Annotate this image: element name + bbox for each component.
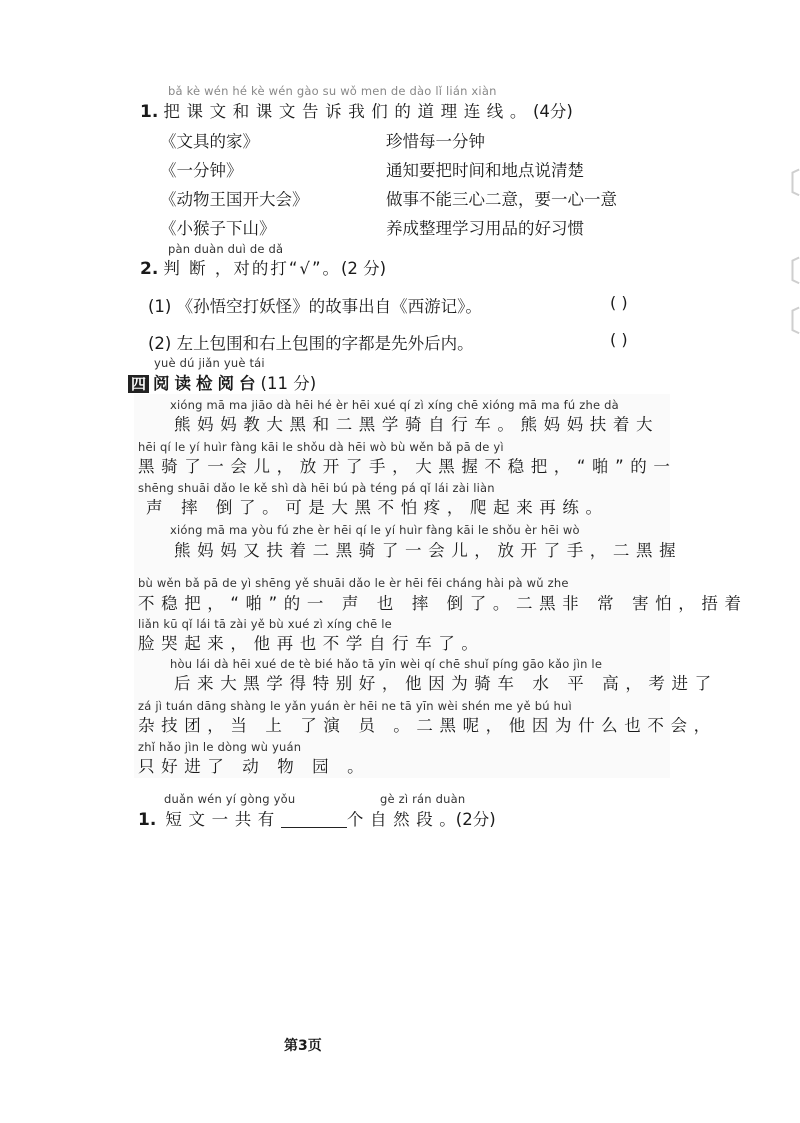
section4-heading (128, 370, 316, 394)
passage-line-4: 熊妈妈又扶着二黑骑了一会儿，放开了手，二黑握 (174, 541, 683, 560)
section4-pinyin: yuè dú jiǎn yuè tái (154, 356, 265, 370)
passage-line-1: 熊妈妈教大黑和二黑学骑自行车。熊妈妈扶着大 (174, 415, 660, 434)
passage-line-5-pinyin: bù wěn bǎ pā de yì shēng yě shuāi dǎo le èr hēi fēi cháng hài pà wǔ zhe (138, 576, 569, 590)
match-right-4[interactable]: 养成整理学习用品的好习惯 (386, 219, 584, 238)
rq1-score: 。(2分) (439, 810, 496, 829)
passage-line-9: 只好进了 动 物 园 。 (138, 757, 371, 776)
match-left-2[interactable]: 《一分钟》 (160, 161, 243, 180)
q2-number: 2. (140, 259, 159, 279)
passage-line-9-pinyin: zhǐ hǎo jìn le dòng wù yuán (138, 740, 302, 754)
page-number: 第3页 (284, 1038, 322, 1054)
passage-line-2-pinyin: hēi qí le yí huìr fàng kāi le shǒu dà hēi wò bù wěn bǎ pā de yì (138, 440, 504, 454)
edge-mark-1: 〔 (772, 167, 800, 200)
q2-heading (140, 255, 386, 279)
q2-item-1 (148, 293, 482, 317)
edge-mark-2: 〔 (772, 255, 800, 288)
section4-number-box: 四 (128, 375, 149, 393)
match-left-1[interactable]: 《文具的家》 (160, 132, 259, 151)
q1-pinyin: bǎ kè wén hé kè wén gào su wǒ men de dào lǐ lián xiàn (168, 84, 497, 98)
q2-item-2-label: (2) (148, 334, 172, 353)
passage-line-7-pinyin: hòu lái dà hēi xué de tè bié hǎo tā yīn wèi qí chē shuǐ píng gāo kǎo jìn le (170, 657, 603, 671)
passage-line-2: 黑骑了一会儿，放开了手，大黑握不稳把，“啪”的一 (138, 457, 677, 476)
q2-score: (2 分) (341, 259, 387, 278)
rq1-heading (138, 806, 496, 830)
passage-line-3-pinyin: shēng shuāi dǎo le kě shì dà hēi bú pà téng pá qǐ lái zài liàn (138, 481, 495, 495)
q2-item-1-answer[interactable]: ( ) (610, 293, 628, 312)
match-right-1[interactable]: 珍惜每一分钟 (386, 132, 485, 151)
q2-item-2 (148, 330, 474, 354)
match-right-2[interactable]: 通知要把时间和地点说清楚 (386, 161, 584, 180)
match-right-3[interactable]: 做事不能三心二意，要一心一意 (386, 190, 617, 209)
edge-mark-3: 〔 (772, 305, 800, 338)
q1-text: 把课文和课文告诉我们的道理连线。 (163, 102, 533, 121)
q1-heading (140, 98, 573, 122)
rq1-text-a: 短文一共有 (165, 810, 281, 829)
section4-title: 阅读检阅台 (153, 374, 261, 393)
match-left-3[interactable]: 《动物王国开大会》 (160, 190, 309, 209)
passage-line-3: 声 摔 倒了。可是大黑不怕疼，爬起来再练。 (146, 498, 609, 517)
rq1-text-b: 个自然段 (346, 810, 440, 829)
q2-item-2-answer[interactable]: ( ) (610, 330, 628, 349)
q1-number: 1. (140, 102, 159, 122)
rq1-number: 1. (138, 810, 157, 830)
passage-line-6-pinyin: liǎn kū qǐ lái tā zài yě bù xué zì xíng chē le (138, 617, 392, 631)
rq1-answer-blank[interactable] (281, 811, 347, 828)
q2-text: 判 断 ，对的打“√”。 (163, 259, 341, 278)
match-left-4[interactable]: 《小猴子下山》 (160, 219, 276, 238)
q2-item-1-label: (1) (148, 297, 172, 316)
passage-line-5: 不稳把，“啪”的一 声 也 摔 倒了。二黑非 常 害怕，捂着 (138, 594, 748, 613)
section4-score: (11 分) (260, 374, 317, 393)
passage-line-7: 后来大黑学得特别好，他因为骑车 水 平 高，考进了 (174, 674, 718, 693)
rq1-pinyin-a: duǎn wén yí gòng yǒu (164, 792, 296, 806)
passage-line-8-pinyin: zá jì tuán dāng shàng le yǎn yuán èr hēi ne tā yīn wèi shén me yě bú huì (138, 699, 572, 713)
q2-item-1-text: 《孙悟空打妖怪》的故事出自《西游记》。 (176, 297, 482, 316)
passage-line-6: 脸哭起来，他再也不学自行车了。 (138, 634, 485, 653)
q2-item-2-text: 左上包围和右上包围的字都是先外后内。 (176, 334, 474, 353)
passage-line-4-pinyin: xióng mā ma yòu fú zhe èr hēi qí le yí huìr fàng kāi le shǒu èr hēi wò (170, 523, 580, 537)
q1-score: (4分) (533, 102, 573, 121)
rq1-pinyin-b: gè zì rán duàn (380, 792, 466, 806)
passage-line-8: 杂技团，当 上 了演 员 。二黑呢，他因为什么也不会， (138, 716, 717, 735)
q2-pinyin: pàn duàn duì de dǎ (168, 242, 284, 256)
passage-line-1-pinyin: xióng mā ma jiāo dà hēi hé èr hēi xué qí zì xíng chē xióng mā ma fú zhe dà (170, 398, 619, 412)
